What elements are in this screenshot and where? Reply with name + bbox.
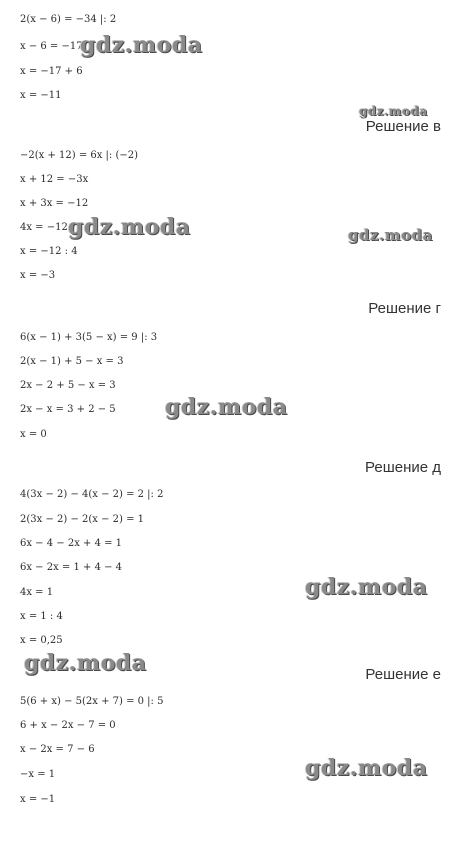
- equation-line: x = 0,25: [20, 635, 63, 646]
- equation-line: −x = 1: [20, 769, 56, 780]
- equation-line: 2x − x = 3 + 2 − 5: [20, 404, 116, 415]
- equation-line: 4(3x − 2) − 4(x − 2) = 2 |: 2: [20, 489, 164, 500]
- equation-line: 6x − 2x = 1 + 4 − 4: [20, 562, 123, 573]
- equation-line: 6x − 4 − 2x + 4 = 1: [20, 538, 123, 549]
- watermark: gdz.moda: [359, 104, 428, 118]
- equation-line: 6(x − 1) + 3(5 − x) = 9 |: 3: [20, 332, 158, 343]
- equation-line: 2(x − 6) = −34 |: 2: [20, 14, 117, 25]
- equation-line: x − 6 = −17: [20, 41, 83, 52]
- watermark: gdz.moda: [68, 214, 191, 240]
- equation-line: x = 1 : 4: [20, 611, 63, 622]
- equation-line: x = −17 + 6: [20, 66, 83, 77]
- equation-line: 2x − 2 + 5 − x = 3: [20, 380, 116, 391]
- equation-line: 2(x − 1) + 5 − x = 3: [20, 356, 124, 367]
- equation-line: x = 0: [20, 429, 47, 440]
- watermark: gdz.moda: [305, 755, 428, 781]
- equation-line: 5(6 + x) − 5(2x + 7) = 0 |: 5: [20, 696, 164, 707]
- equation-line: x = −3: [20, 270, 56, 281]
- watermark: gdz.moda: [305, 574, 428, 600]
- equation-line: 2(3x − 2) − 2(x − 2) = 1: [20, 514, 145, 525]
- equation-line: −2(x + 12) = 6x |: (−2): [20, 150, 139, 161]
- equation-line: 6 + x − 2x − 7 = 0: [20, 720, 116, 731]
- equation-line: x − 2x = 7 − 6: [20, 744, 95, 755]
- watermark: gdz.moda: [348, 226, 433, 244]
- solution-heading-e: Решение е: [365, 666, 441, 683]
- watermark: gdz.moda: [24, 650, 147, 676]
- equation-line: x = −12 : 4: [20, 246, 78, 257]
- watermark: gdz.moda: [165, 394, 288, 420]
- equation-line: 4x = 1: [20, 587, 54, 598]
- equation-line: x + 3x = −12: [20, 198, 89, 209]
- equation-line: 4x = −12: [20, 222, 68, 233]
- solution-heading-g: Решение г: [368, 300, 441, 317]
- equation-line: x = −1: [20, 794, 56, 805]
- solution-heading-v: Решение в: [365, 118, 441, 135]
- solution-heading-d: Решение д: [365, 459, 441, 476]
- equation-line: x + 12 = −3x: [20, 174, 89, 185]
- equation-line: x = −11: [20, 90, 62, 101]
- watermark: gdz.moda: [80, 32, 203, 58]
